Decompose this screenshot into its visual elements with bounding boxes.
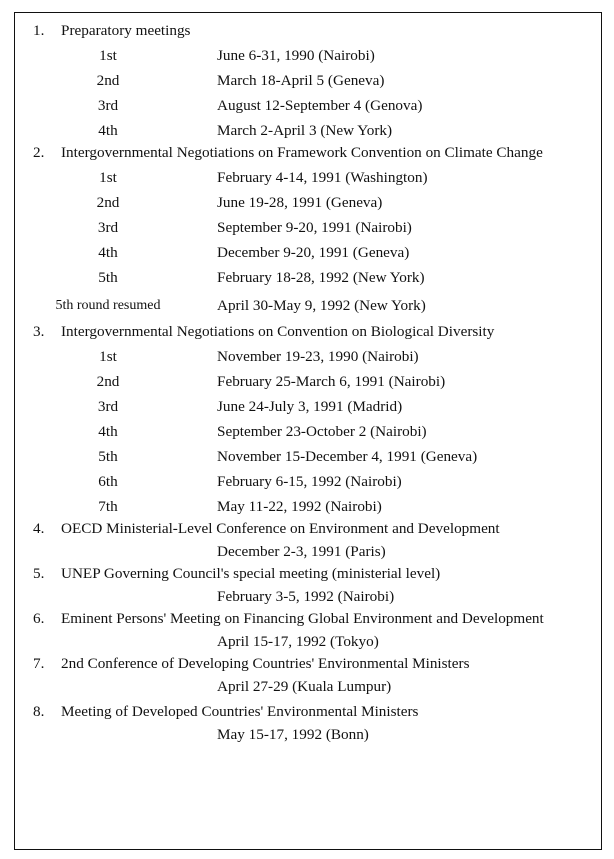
session-label: 2nd — [96, 372, 120, 390]
session-label: 2nd — [96, 193, 120, 211]
meeting-row — [33, 369, 587, 394]
session-label: 6th — [98, 472, 118, 490]
section-title: Intergovernmental Negotiations on Framework Convention on Climate Change — [61, 144, 543, 161]
section-title: Preparatory meetings — [61, 22, 191, 39]
section-title: Intergovernmental Negotiations on Convention on Biological Diversity — [61, 323, 495, 340]
meeting-row — [33, 419, 587, 444]
section-developing-countries-conference — [33, 654, 587, 699]
session-date: April 30-May 9, 1992 (New York) — [217, 297, 426, 314]
meeting-row — [33, 290, 587, 322]
session-label: 1st — [99, 347, 117, 365]
meeting-list — [33, 165, 587, 322]
session-date: September 23-October 2 (Nairobi) — [217, 422, 427, 440]
section-preparatory-meetings — [33, 21, 587, 143]
section-oecd-conference — [33, 519, 587, 564]
section-number: 4. — [33, 520, 45, 537]
section-climate-change-negotiations — [33, 143, 587, 322]
meeting-row — [33, 165, 587, 190]
session-label: 3rd — [97, 218, 119, 236]
meeting-row — [33, 118, 587, 143]
session-date: June 24-July 3, 1991 (Madrid) — [217, 397, 403, 415]
section-title: OECD Ministerial-Level Conference on Environment and Development — [61, 520, 500, 537]
session-date: September 9-20, 1991 (Nairobi) — [217, 218, 412, 236]
session-date: June 6-31, 1990 (Nairobi) — [217, 46, 375, 64]
section-developed-countries-meeting — [33, 702, 587, 747]
session-label: 5th — [98, 447, 118, 465]
session-date: February 25-March 6, 1991 (Nairobi) — [217, 372, 446, 390]
meeting-row — [33, 494, 587, 519]
section-title: Eminent Persons' Meeting on Financing Global Environment and Development — [61, 610, 544, 627]
session-date: March 2-April 3 (New York) — [217, 121, 393, 139]
meeting-date: December 2-3, 1991 (Paris) — [217, 542, 386, 560]
meeting-date: May 15-17, 1992 (Bonn) — [217, 725, 369, 743]
session-label: 2nd — [96, 71, 120, 89]
meeting-row — [33, 215, 587, 240]
session-label: 5th round resumed — [55, 298, 161, 313]
meeting-list — [33, 43, 587, 143]
meeting-row — [33, 93, 587, 118]
session-label: 7th — [98, 497, 118, 515]
section-title: Meeting of Developed Countries' Environmental Ministers — [61, 703, 419, 720]
session-date: November 15-December 4, 1991 (Geneva) — [217, 447, 478, 465]
session-date: June 19-28, 1991 (Geneva) — [217, 193, 383, 211]
section-number: 2. — [33, 144, 45, 161]
section-title: 2nd Conference of Developing Countries' Environmental Ministers — [61, 655, 470, 672]
session-label: 1st — [99, 168, 117, 186]
meeting-row — [33, 394, 587, 419]
section-heading — [33, 21, 587, 38]
session-label: 4th — [98, 243, 118, 261]
section-eminent-persons-meeting — [33, 609, 587, 654]
meeting-row — [33, 265, 587, 290]
meeting-list — [33, 344, 587, 519]
meeting-row — [33, 68, 587, 93]
meeting-date: February 3-5, 1992 (Nairobi) — [217, 587, 395, 605]
session-date: August 12-September 4 (Genova) — [217, 96, 423, 114]
meeting-row — [33, 444, 587, 469]
session-date: March 18-April 5 (Geneva) — [217, 71, 385, 89]
section-heading — [33, 654, 587, 671]
section-number: 5. — [33, 565, 45, 582]
section-number: 6. — [33, 610, 45, 627]
meeting-schedule-document — [14, 12, 602, 850]
section-heading — [33, 143, 587, 160]
section-heading — [33, 519, 587, 536]
meeting-row — [33, 344, 587, 369]
section-unep-council — [33, 564, 587, 609]
section-heading — [33, 609, 587, 626]
meeting-row — [33, 469, 587, 494]
session-label: 4th — [98, 422, 118, 440]
section-number: 3. — [33, 323, 45, 340]
section-number: 7. — [33, 655, 45, 672]
session-date: February 4-14, 1991 (Washington) — [217, 168, 428, 186]
session-label: 3rd — [97, 96, 119, 114]
session-date: November 19-23, 1990 (Nairobi) — [217, 347, 419, 365]
section-heading — [33, 322, 587, 339]
section-number: 1. — [33, 22, 45, 39]
meeting-row — [33, 240, 587, 265]
session-label: 5th — [98, 268, 118, 286]
section-heading — [33, 702, 587, 719]
section-heading — [33, 564, 587, 581]
section-biological-diversity-negotiations — [33, 322, 587, 519]
session-label: 3rd — [97, 397, 119, 415]
session-date: February 18-28, 1992 (New York) — [217, 268, 425, 286]
meeting-date: April 27-29 (Kuala Lumpur) — [217, 677, 392, 695]
meeting-date: April 15-17, 1992 (Tokyo) — [217, 632, 379, 650]
meeting-row — [33, 190, 587, 215]
session-date: December 9-20, 1991 (Geneva) — [217, 243, 410, 261]
session-date: May 11-22, 1992 (Nairobi) — [217, 497, 382, 515]
section-title: UNEP Governing Council's special meeting (ministerial level) — [61, 565, 441, 582]
session-date: February 6-15, 1992 (Nairobi) — [217, 472, 402, 490]
section-number: 8. — [33, 703, 45, 720]
meeting-row — [33, 43, 587, 68]
session-label: 4th — [98, 121, 118, 139]
session-label: 1st — [99, 46, 117, 64]
